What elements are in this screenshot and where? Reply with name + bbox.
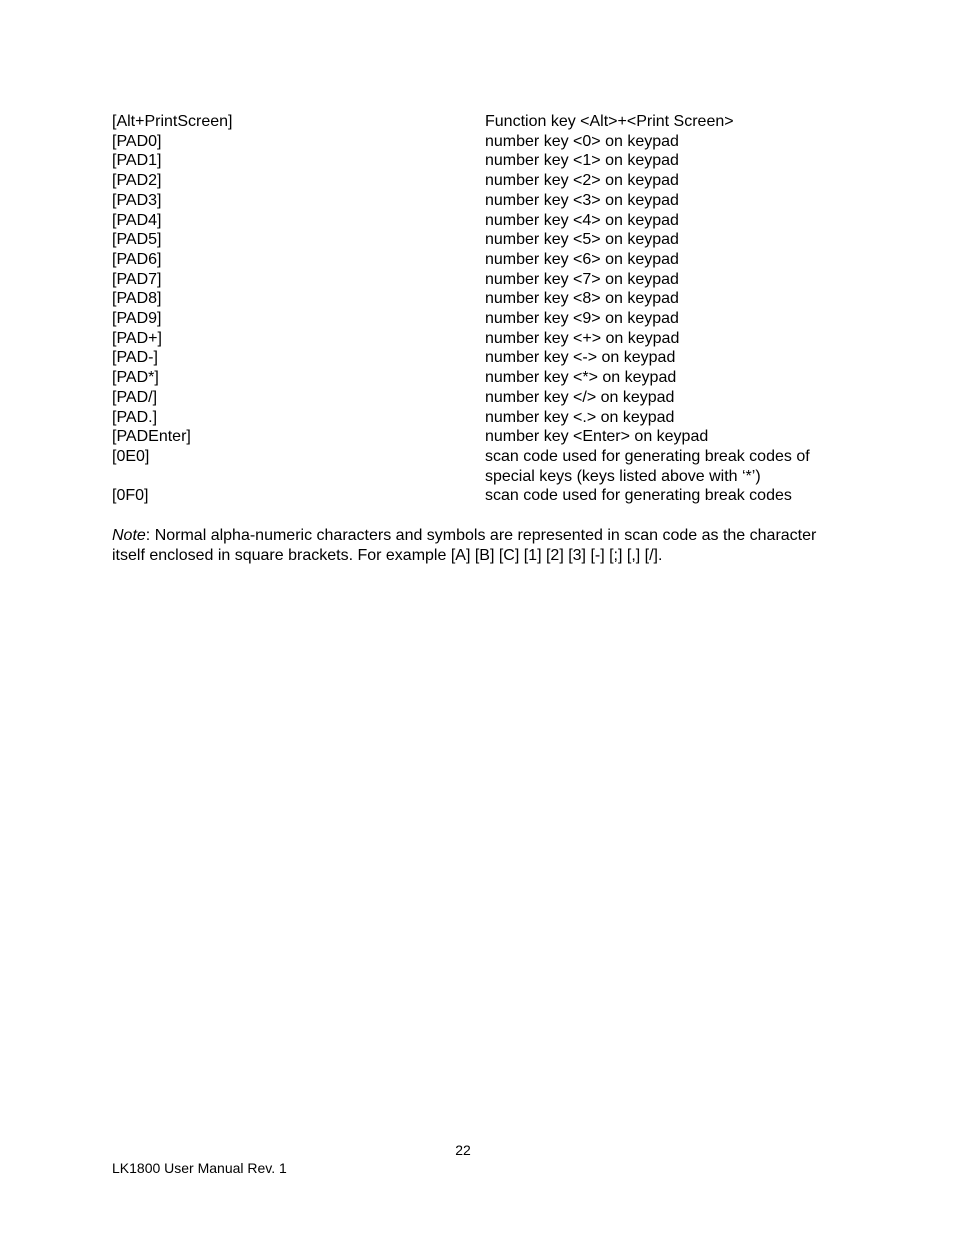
table-row — [112, 309, 852, 329]
description-cell: number key <9> on keypad — [485, 310, 679, 328]
table-row — [112, 289, 852, 309]
scan-code-cell: [PAD7] — [112, 270, 162, 288]
table-row — [112, 250, 852, 270]
table-row — [112, 191, 852, 211]
scan-code-cell: [PAD+] — [112, 329, 162, 347]
scan-code-cell: [PAD1] — [112, 152, 162, 170]
scan-code-cell: [PAD9] — [112, 310, 162, 328]
table-row — [112, 408, 852, 428]
description-cell: number key <8> on keypad — [485, 290, 679, 308]
scan-code-cell: [PAD6] — [112, 250, 162, 268]
description-cell: number key <2> on keypad — [485, 172, 679, 190]
description-cell: number key <5> on keypad — [485, 231, 679, 249]
scan-code-table — [112, 112, 852, 506]
table-row — [112, 112, 852, 132]
table-row — [112, 211, 852, 231]
footer-manual-title: LK1800 User Manual Rev. 1 — [112, 1160, 287, 1176]
description-cell: Function key <Alt>+<Print Screen> — [485, 113, 734, 130]
scan-code-cell: [PAD8] — [112, 290, 162, 308]
table-row — [112, 486, 852, 506]
table-row — [112, 151, 852, 171]
page-number: 22 — [455, 1142, 471, 1158]
description-cell: number key <*> on keypad — [485, 369, 677, 387]
description-cell: number key </> on keypad — [485, 388, 675, 406]
description-cell: number key <0> on keypad — [485, 132, 679, 150]
scan-code-cell: [0E0] — [112, 447, 150, 465]
table-row — [112, 270, 852, 290]
table-row — [112, 171, 852, 191]
scan-code-cell: [PAD3] — [112, 191, 162, 209]
table-row — [112, 427, 852, 447]
scan-code-cell: [PAD*] — [112, 369, 159, 387]
table-row — [112, 447, 852, 486]
scan-code-cell: [PAD-] — [112, 349, 158, 367]
scan-code-cell: [PADEnter] — [112, 428, 191, 446]
scan-code-cell: [0F0] — [112, 487, 149, 505]
table-row — [112, 348, 852, 368]
note-paragraph — [112, 526, 852, 565]
description-cell: number key <7> on keypad — [485, 270, 679, 288]
scan-code-cell: [PAD2] — [112, 172, 162, 190]
description-cell: number key <3> on keypad — [485, 191, 679, 209]
table-row — [112, 329, 852, 349]
description-cell: scan code used for generating break codes — [485, 487, 792, 505]
scan-code-cell: [PAD0] — [112, 132, 162, 150]
table-row — [112, 368, 852, 388]
scan-code-cell: [PAD5] — [112, 231, 162, 249]
table-row — [112, 230, 852, 250]
scan-code-cell: [PAD/] — [112, 388, 158, 406]
scan-code-cell: [Alt+PrintScreen] — [112, 113, 233, 130]
table-row — [112, 388, 852, 408]
description-cell: scan code used for generating break codes of special keys (keys listed above with ‘*’) — [485, 447, 810, 485]
description-cell: number key <1> on keypad — [485, 152, 679, 170]
description-cell: number key <.> on keypad — [485, 408, 675, 426]
description-cell: number key <-> on keypad — [485, 349, 676, 367]
description-cell: number key <Enter> on keypad — [485, 428, 709, 446]
scan-code-cell: [PAD.] — [112, 408, 158, 426]
description-cell: number key <4> on keypad — [485, 211, 679, 229]
note-label: Note — [112, 527, 146, 544]
note-text: : Normal alpha-numeric characters and symbols are represented in scan code as the character itself enclosed in square brackets. For example [A] [B] [C] [1] [2] [3] [-] [;] [,] [/]. — [112, 527, 817, 564]
description-cell: number key <6> on keypad — [485, 250, 679, 268]
description-cell: number key <+> on keypad — [485, 329, 680, 347]
scan-code-cell: [PAD4] — [112, 211, 162, 229]
table-row — [112, 132, 852, 152]
